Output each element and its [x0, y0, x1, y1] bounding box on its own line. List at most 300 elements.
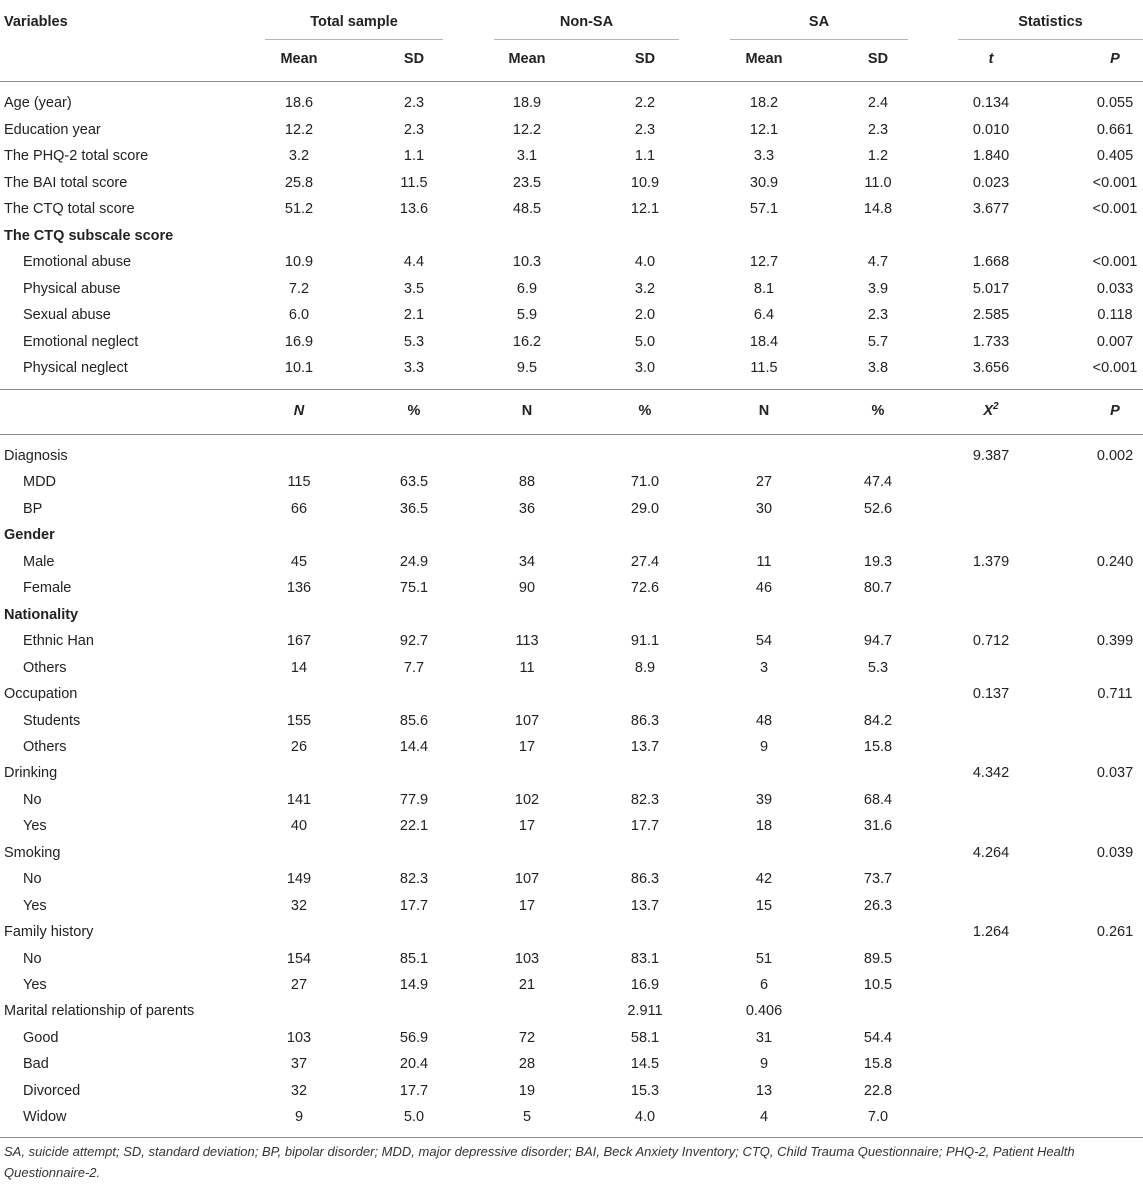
- table-cell: 2.1: [403, 307, 425, 323]
- table-cell: 31.6: [863, 818, 893, 835]
- table-row: [0, 708, 1143, 734]
- table-cell: 5.3: [403, 333, 425, 350]
- table-cell: 0.406: [745, 1003, 783, 1020]
- table-cell: 68.4: [863, 791, 893, 808]
- subheader-n: N: [758, 403, 770, 419]
- row-label: The BAI total score: [4, 174, 128, 191]
- table-row: [0, 972, 1143, 998]
- table-cell: 18.6: [284, 95, 314, 111]
- table-cell: 17: [518, 818, 536, 835]
- table-cell: 2.2: [634, 95, 656, 111]
- table-cell: 88: [518, 474, 536, 491]
- table-cell: 0.712: [972, 633, 1010, 650]
- table-cell: 16.9: [630, 977, 660, 993]
- table-cell: 10.9: [630, 174, 660, 191]
- table-cell: 31: [755, 1029, 773, 1046]
- table-cell: 0.661: [1096, 121, 1134, 138]
- table-cell: 30: [755, 500, 773, 517]
- table-cell: 155: [286, 712, 312, 729]
- table-cell: 1.840: [972, 148, 1010, 164]
- row-label: Family history: [4, 924, 94, 941]
- row-label: Male: [23, 553, 55, 570]
- table-cell: 13: [755, 1082, 773, 1099]
- table-cell: 75.1: [399, 580, 429, 597]
- table-cell: 16.9: [284, 333, 314, 350]
- table-cell: <0.001: [1092, 174, 1138, 191]
- table-cell: 63.5: [399, 474, 429, 491]
- table-cell: 83.1: [630, 950, 660, 967]
- table-cell: 3.1: [516, 148, 538, 164]
- table-cell: 47.4: [863, 474, 893, 491]
- table-cell: 0.055: [1096, 95, 1134, 111]
- table-cell: 86.3: [630, 712, 660, 729]
- table-cell: 7.0: [867, 1109, 889, 1126]
- table-cell: 91.1: [630, 633, 660, 650]
- table-cell: 3.5: [403, 280, 425, 297]
- table-cell: 27: [290, 977, 308, 993]
- table-row: [0, 655, 1143, 681]
- table-cell: <0.001: [1092, 360, 1138, 376]
- table-cell: 9: [294, 1109, 304, 1126]
- table-cell: 10.9: [284, 254, 314, 270]
- row-label: Yes: [23, 977, 47, 993]
- row-label: Others: [23, 738, 67, 755]
- header-variables: Variables: [4, 14, 68, 30]
- table-cell: 103: [514, 950, 540, 967]
- table-cell: 12.7: [749, 254, 779, 270]
- row-label: Marital relationship of parents: [4, 1003, 195, 1020]
- table-cell: 80.7: [863, 580, 893, 597]
- table-cell: 27.4: [630, 553, 660, 570]
- table-cell: 0.002: [1096, 448, 1134, 464]
- row-label: Divorced: [23, 1082, 81, 1099]
- subheader-row-2: [0, 398, 1143, 424]
- table-cell: 149: [286, 871, 312, 888]
- table-cell: 36.5: [399, 500, 429, 517]
- table-cell: 12.2: [284, 121, 314, 138]
- table-row: [0, 522, 1143, 548]
- row-label: Nationality: [4, 606, 79, 623]
- table-cell: 0.399: [1096, 633, 1134, 650]
- table-row: [0, 575, 1143, 601]
- table-cell: 4.7: [867, 254, 889, 270]
- table-cell: 10.5: [863, 977, 893, 993]
- table-cell: 15.8: [863, 738, 893, 755]
- table-row: [0, 1078, 1143, 1104]
- table-cell: 18.2: [749, 95, 779, 111]
- table-cell: 6.0: [288, 307, 310, 323]
- table-cell: 15.8: [863, 1056, 893, 1073]
- table-row: [0, 681, 1143, 707]
- subheader-n: N: [521, 403, 533, 419]
- table-cell: 10.1: [284, 360, 314, 376]
- table-cell: 154: [286, 950, 312, 967]
- table-cell: 29.0: [630, 500, 660, 517]
- table-cell: 4.4: [403, 254, 425, 270]
- table-cell: 92.7: [399, 633, 429, 650]
- subheader-percent: %: [407, 403, 421, 419]
- table-cell: 45: [290, 553, 308, 570]
- chi-square-label: X: [983, 403, 994, 419]
- table-cell: 1.668: [972, 254, 1010, 270]
- table-cell: 15.3: [630, 1082, 660, 1099]
- table-cell: 5.017: [972, 280, 1010, 297]
- table-cell: 2.3: [403, 121, 425, 138]
- table-cell: 0.007: [1096, 333, 1134, 350]
- table-cell: 32: [290, 1082, 308, 1099]
- table-cell: 8.9: [634, 659, 656, 676]
- table-row: [0, 249, 1143, 275]
- table-cell: 89.5: [863, 950, 893, 967]
- table-cell: 34: [518, 553, 536, 570]
- table-cell: 5.3: [867, 659, 889, 676]
- table-cell: 2.0: [634, 307, 656, 323]
- table-cell: 2.3: [403, 95, 425, 111]
- table-cell: 37: [290, 1056, 308, 1073]
- table-cell: 1.1: [403, 148, 425, 164]
- table-cell: 58.1: [630, 1029, 660, 1046]
- table-cell: 85.6: [399, 712, 429, 729]
- row-label: Bad: [23, 1056, 49, 1073]
- table-cell: 23.5: [512, 174, 542, 191]
- table-cell: 3.8: [867, 360, 889, 376]
- table-cell: 2.4: [867, 95, 889, 111]
- table-cell: 72.6: [630, 580, 660, 597]
- table-cell: 1.379: [972, 553, 1010, 570]
- subheader-p: P: [1110, 51, 1120, 67]
- table-cell: 15: [755, 897, 773, 914]
- rule-header-bottom: [0, 81, 1143, 82]
- table-cell: 32: [290, 897, 308, 914]
- table-cell: 0.711: [1097, 686, 1133, 703]
- subheader-row-1: [0, 46, 1143, 72]
- table-cell: 72: [518, 1029, 536, 1046]
- table-cell: 0.137: [972, 686, 1010, 703]
- table-row: [0, 90, 1143, 116]
- row-label: BP: [23, 500, 43, 517]
- table-footnote: SA, suicide attempt; SD, standard deviation; BP, bipolar disorder; MDD, major depressive disorder; BAI, Beck Anxiety Inventory; CTQ, Child Trauma Questionnaire; PHQ-2, Patient Health Questionnaire-2.: [4, 1144, 1075, 1180]
- table-cell: 14.9: [399, 977, 429, 993]
- table-cell: 27: [755, 474, 773, 491]
- table-cell: 3.656: [972, 360, 1010, 376]
- table-cell: 107: [514, 712, 540, 729]
- table-row: [0, 998, 1143, 1024]
- row-label: Yes: [23, 897, 47, 914]
- header-sa: SA: [808, 14, 830, 30]
- table-row: [0, 276, 1143, 302]
- table-cell: 46: [755, 580, 773, 597]
- row-label: Drinking: [4, 765, 58, 782]
- subheader-sd: SD: [634, 51, 656, 67]
- group-rule-total: [265, 39, 443, 40]
- table-cell: 2.3: [634, 121, 656, 138]
- table-cell: 3.9: [867, 280, 889, 297]
- table-row: [0, 143, 1143, 169]
- table-row: [0, 1051, 1143, 1077]
- table-cell: 8.1: [753, 280, 775, 297]
- table-cell: 9.387: [972, 448, 1010, 464]
- table-cell: 2.585: [972, 307, 1010, 323]
- table-row: [0, 628, 1143, 654]
- table-cell: 2.3: [867, 121, 889, 138]
- table-cell: 107: [514, 871, 540, 888]
- row-label: Physical abuse: [23, 280, 121, 297]
- table-cell: 48.5: [512, 201, 542, 217]
- table-cell: 73.7: [863, 871, 893, 888]
- table-row: [0, 602, 1143, 628]
- rule-mid: [0, 389, 1143, 390]
- table-cell: 0.037: [1096, 765, 1134, 782]
- rule-table-bottom: [0, 1137, 1143, 1138]
- row-label: Good: [23, 1029, 59, 1046]
- table-cell: 90: [518, 580, 536, 597]
- row-label: The PHQ-2 total score: [4, 148, 149, 164]
- table-cell: 6.4: [753, 307, 775, 323]
- table-cell: 28: [518, 1056, 536, 1073]
- table-row: [0, 117, 1143, 143]
- table-cell: 5.0: [634, 333, 656, 350]
- subheader-sd: SD: [867, 51, 889, 67]
- table-cell: 30.9: [749, 174, 779, 191]
- table-cell: 4.264: [972, 844, 1010, 861]
- table-cell: 56.9: [399, 1029, 429, 1046]
- table-cell: 18.9: [512, 95, 542, 111]
- subheader-chi-square: [983, 398, 998, 424]
- table-cell: 12.1: [749, 121, 779, 138]
- table-cell: 66: [290, 500, 308, 517]
- table-cell: 12.1: [630, 201, 660, 217]
- table-cell: 9: [759, 1056, 769, 1073]
- table-cell: 18.4: [749, 333, 779, 350]
- row-label: Students: [23, 712, 81, 729]
- table-cell: 26.3: [863, 897, 893, 914]
- group-rule-nonsa: [494, 39, 679, 40]
- table-row: [0, 840, 1143, 866]
- row-label: The CTQ subscale score: [4, 227, 174, 244]
- table-cell: 1.733: [972, 333, 1010, 350]
- rule-subheader2-bottom: [0, 434, 1143, 435]
- table-row: [0, 196, 1143, 222]
- table-cell: 4.342: [972, 765, 1010, 782]
- table-cell: 82.3: [399, 871, 429, 888]
- table-cell: 51: [755, 950, 773, 967]
- table-row: [0, 919, 1143, 945]
- row-label: MDD: [23, 474, 57, 491]
- chi-square-superscript: 2: [993, 401, 999, 413]
- table-cell: 42: [755, 871, 773, 888]
- table-row: [0, 760, 1143, 786]
- table-cell: 4: [759, 1109, 769, 1126]
- table-cell: 18: [755, 818, 773, 835]
- table-cell: 10.3: [512, 254, 542, 270]
- table-row: [0, 443, 1143, 469]
- table-cell: 3: [759, 659, 769, 676]
- table-cell: 102: [514, 791, 540, 808]
- group-rule-sa: [730, 39, 908, 40]
- table-cell: 71.0: [630, 474, 660, 491]
- table-cell: 1.2: [867, 148, 889, 164]
- row-label: Smoking: [4, 844, 61, 861]
- table-row: [0, 355, 1143, 381]
- table-cell: 82.3: [630, 791, 660, 808]
- table-cell: 7.2: [288, 280, 310, 297]
- table-cell: 3.2: [288, 148, 310, 164]
- table-cell: 24.9: [399, 553, 429, 570]
- row-label: The CTQ total score: [4, 201, 135, 217]
- table-cell: 9: [759, 738, 769, 755]
- row-label: Physical neglect: [23, 360, 128, 376]
- table-cell: 22.8: [863, 1082, 893, 1099]
- table-cell: 36: [518, 500, 536, 517]
- table-cell: 48: [755, 712, 773, 729]
- table-cell: 54: [755, 633, 773, 650]
- header-statistics: Statistics: [1018, 14, 1083, 30]
- table-cell: 17.7: [399, 897, 429, 914]
- table-cell: 22.1: [399, 818, 429, 835]
- table-cell: 0.023: [972, 174, 1010, 191]
- table-cell: 40: [290, 818, 308, 835]
- table-cell: 0.118: [1097, 307, 1133, 323]
- table-cell: 1.1: [634, 148, 656, 164]
- table-cell: 5: [522, 1109, 532, 1126]
- table-cell: 20.4: [399, 1056, 429, 1073]
- table-cell: 13.7: [630, 897, 660, 914]
- header-non-sa: Non-SA: [559, 14, 614, 30]
- table-cell: 52.6: [863, 500, 893, 517]
- subheader-sd: SD: [403, 51, 425, 67]
- row-label: Widow: [23, 1109, 67, 1126]
- row-label: Sexual abuse: [23, 307, 111, 323]
- row-label: No: [23, 950, 42, 967]
- table-row: [0, 329, 1143, 355]
- subheader-mean: Mean: [508, 51, 546, 67]
- table-cell: 57.1: [749, 201, 779, 217]
- table-cell: 17.7: [630, 818, 660, 835]
- table-cell: 19.3: [863, 553, 893, 570]
- table-cell: <0.001: [1092, 254, 1138, 270]
- table-cell: 2.911: [627, 1003, 663, 1020]
- table-row: [0, 170, 1143, 196]
- table-row: [0, 223, 1143, 249]
- table-cell: 4.0: [634, 1109, 656, 1126]
- table-cell: 3.3: [403, 360, 425, 376]
- table-cell: 26: [290, 738, 308, 755]
- table-cell: 5.0: [403, 1109, 425, 1126]
- subheader-p: P: [1110, 403, 1120, 419]
- table-cell: 0.033: [1096, 280, 1134, 297]
- table-cell: 0.010: [972, 121, 1010, 138]
- table-cell: 21: [518, 977, 536, 993]
- table-cell: 14.4: [399, 738, 429, 755]
- table-cell: 3.2: [634, 280, 656, 297]
- table-row: [0, 866, 1143, 892]
- table-cell: 54.4: [863, 1029, 893, 1046]
- header-total-sample: Total sample: [310, 14, 398, 30]
- table-cell: 9.5: [516, 360, 538, 376]
- table-row: [0, 1025, 1143, 1051]
- row-label: Emotional abuse: [23, 254, 132, 270]
- row-label: Gender: [4, 527, 55, 544]
- table-cell: 11: [519, 659, 535, 676]
- table-cell: 0.261: [1096, 924, 1134, 941]
- table-cell: 14.5: [630, 1056, 660, 1073]
- table-cell: 5.7: [867, 333, 889, 350]
- table-cell: 103: [286, 1029, 312, 1046]
- table-cell: 77.9: [399, 791, 429, 808]
- table-cell: 0.134: [972, 95, 1010, 111]
- row-label: Occupation: [4, 686, 78, 703]
- table-cell: 0.405: [1096, 148, 1134, 164]
- table-cell: 11.5: [400, 174, 428, 191]
- table-row: [0, 946, 1143, 972]
- table-cell: 11.5: [750, 360, 778, 376]
- table-cell: 14: [290, 659, 308, 676]
- table-cell: 39: [755, 791, 773, 808]
- table-row: [0, 734, 1143, 760]
- table-cell: 4.0: [634, 254, 656, 270]
- table-cell: 2.3: [867, 307, 889, 323]
- group-rule-stats: [958, 39, 1143, 40]
- table-cell: 19: [518, 1082, 536, 1099]
- table-cell: 13.7: [630, 738, 660, 755]
- table-row: [0, 549, 1143, 575]
- table-cell: 17.7: [399, 1082, 429, 1099]
- row-label: Yes: [23, 818, 47, 835]
- table-cell: 3.3: [753, 148, 775, 164]
- table-cell: 94.7: [863, 633, 893, 650]
- table-cell: 6: [759, 977, 769, 993]
- row-label: Others: [23, 659, 67, 676]
- row-label: Ethnic Han: [23, 633, 94, 650]
- subheader-mean: Mean: [280, 51, 318, 67]
- table-cell: 86.3: [630, 871, 660, 888]
- row-label: No: [23, 871, 42, 888]
- table-cell: 25.8: [284, 174, 314, 191]
- subheader-t: t: [988, 51, 994, 67]
- table-cell: 84.2: [863, 712, 893, 729]
- table-cell: 13.6: [399, 201, 429, 217]
- table-cell: 17: [518, 738, 536, 755]
- table-row: [0, 787, 1143, 813]
- table-row: [0, 496, 1143, 522]
- table-cell: 1.264: [972, 924, 1010, 941]
- table-cell: <0.001: [1092, 201, 1138, 217]
- table-cell: 5.9: [516, 307, 538, 323]
- table-cell: 113: [515, 633, 539, 650]
- table-cell: 167: [286, 633, 312, 650]
- row-label: Age (year): [4, 95, 72, 111]
- row-label: No: [23, 791, 42, 808]
- table-cell: 141: [286, 791, 312, 808]
- table-cell: 3.0: [634, 360, 656, 376]
- table-cell: 7.7: [403, 659, 425, 676]
- table-cell: 0.240: [1096, 553, 1134, 570]
- row-label: Education year: [4, 121, 101, 138]
- row-label: Female: [23, 580, 72, 597]
- table-cell: 12.2: [512, 121, 542, 138]
- subheader-n: N: [293, 403, 305, 419]
- row-label: Diagnosis: [4, 448, 68, 464]
- table-row: [0, 813, 1143, 839]
- table-cell: 136: [286, 580, 312, 597]
- table-row: [0, 893, 1143, 919]
- table-cell: 11.0: [864, 174, 892, 191]
- table-cell: 51.2: [284, 201, 314, 217]
- table-cell: 17: [518, 897, 536, 914]
- row-label: Emotional neglect: [23, 333, 139, 350]
- subheader-mean: Mean: [745, 51, 783, 67]
- table-row: [0, 302, 1143, 328]
